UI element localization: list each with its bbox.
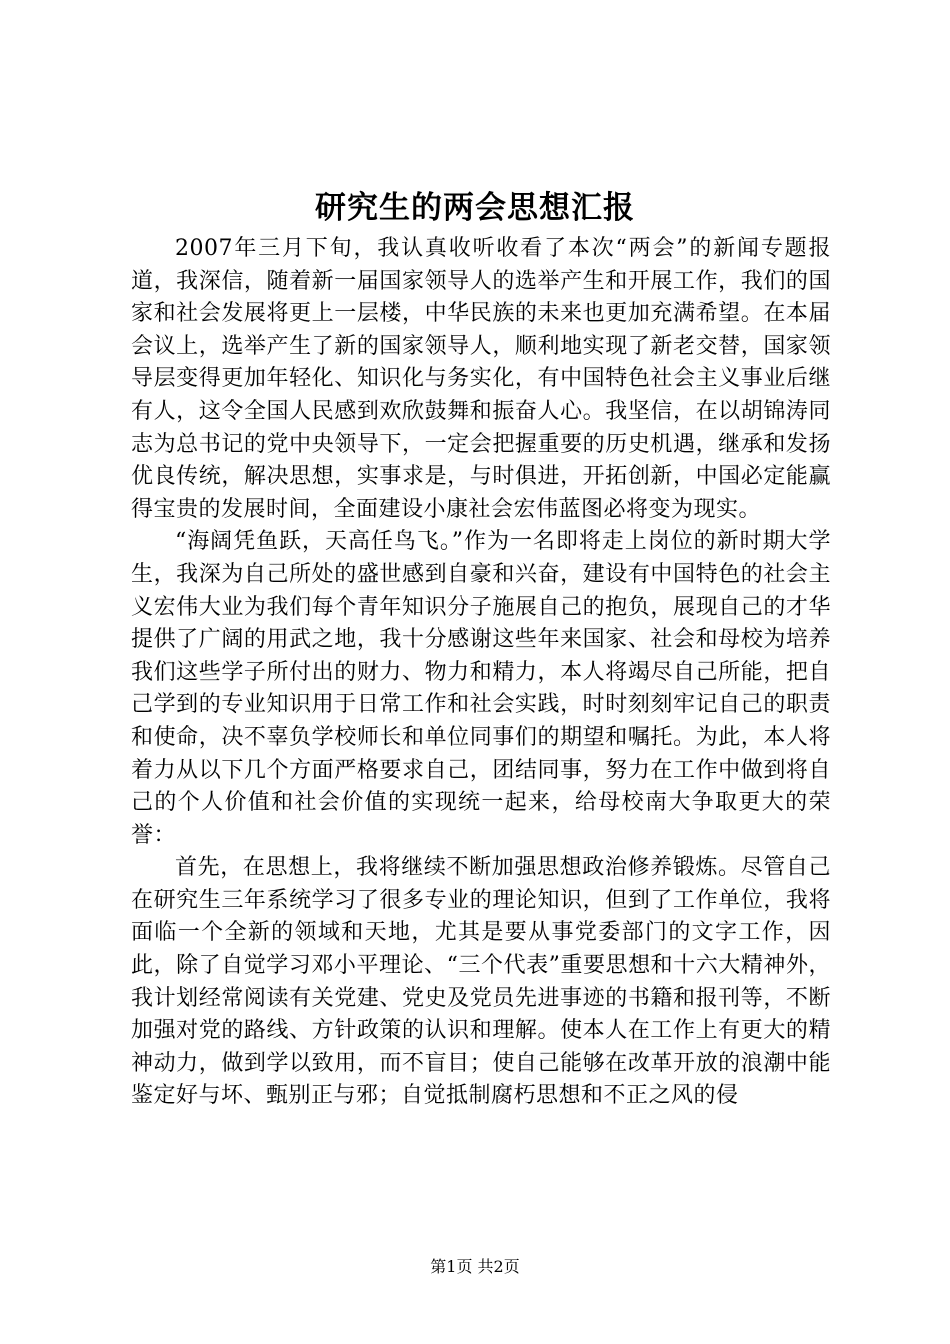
document-title: 研究生的两会思想汇报	[315, 190, 635, 226]
document-body	[131, 233, 831, 1113]
paragraph-3: 首先，在思想上，我将继续不断加强思想政治修养锻炼。尽管自己在研究生三年系统学习了很多专业的理论知识，但到了工作单位，我将面临一个全新的领域和天地，尤其是要从事党委部门的文字工作，因此，除了自觉学习邓小平理论、“三个代表”重要思想和十六大精神外，我计划经常阅读有关党建、党史及党员先进事迹的书籍和报刊等，不断加强对党的路线、方针政策的认识和理解。使本人在工作上有更大的精神动力，做到学以致用，而不盲目；使自己能够在改革开放的浪潮中能鉴定好与坏、甄别正与邪；自觉抵制腐朽思想和不正之风的侵	[131, 855, 831, 1109]
paragraph-2: “海阔凭鱼跃，天高任鸟飞。”作为一名即将走上岗位的新时期大学生，我深为自己所处的盛世感到自豪和兴奋，建设有中国特色的社会主义宏伟大业为我们每个青年知识分子施展自己的抱负，展现自己的才华提供了广阔的用武之地，我十分感谢这些年来国家、社会和母校为培养我们这些学子所付出的财力、物力和精力，本人将竭尽自己所能，把自己学到的专业知识用于日常工作和社会实践，时时刻刻牢记自己的职责和使命，决不辜负学校师长和单位同事们的期望和嘱托。为此，本人将着力从以下几个方面严格要求自己，团结同事，努力在工作中做到将自己的个人价值和社会价值的实现统一起来，给母校南大争取更大的荣誉：	[131, 529, 831, 848]
paragraph-1: 2007年三月下旬，我认真收听收看了本次“两会”的新闻专题报道，我深信，随着新一届国家领导人的选举产生和开展工作，我们的国家和社会发展将更上一层楼，中华民族的未来也更加充满希望。在本届会议上，选举产生了新的国家领导人，顺利地实现了新老交替，国家领导层变得更加年轻化、知识化与务实化，有中国特色社会主义事业后继有人，这令全国人民感到欢欣鼓舞和振奋人心。我坚信，在以胡锦涛同志为总书记的党中央领导下，一定会把握重要的历史机遇，继承和发扬优良传统，解决思想，实事求是，与时俱进，开拓创新，中国必定能赢得宝贵的发展时间，全面建设小康社会宏伟蓝图必将变为现实。	[131, 236, 831, 522]
page-footer: 第1页 共2页	[430, 1257, 520, 1276]
